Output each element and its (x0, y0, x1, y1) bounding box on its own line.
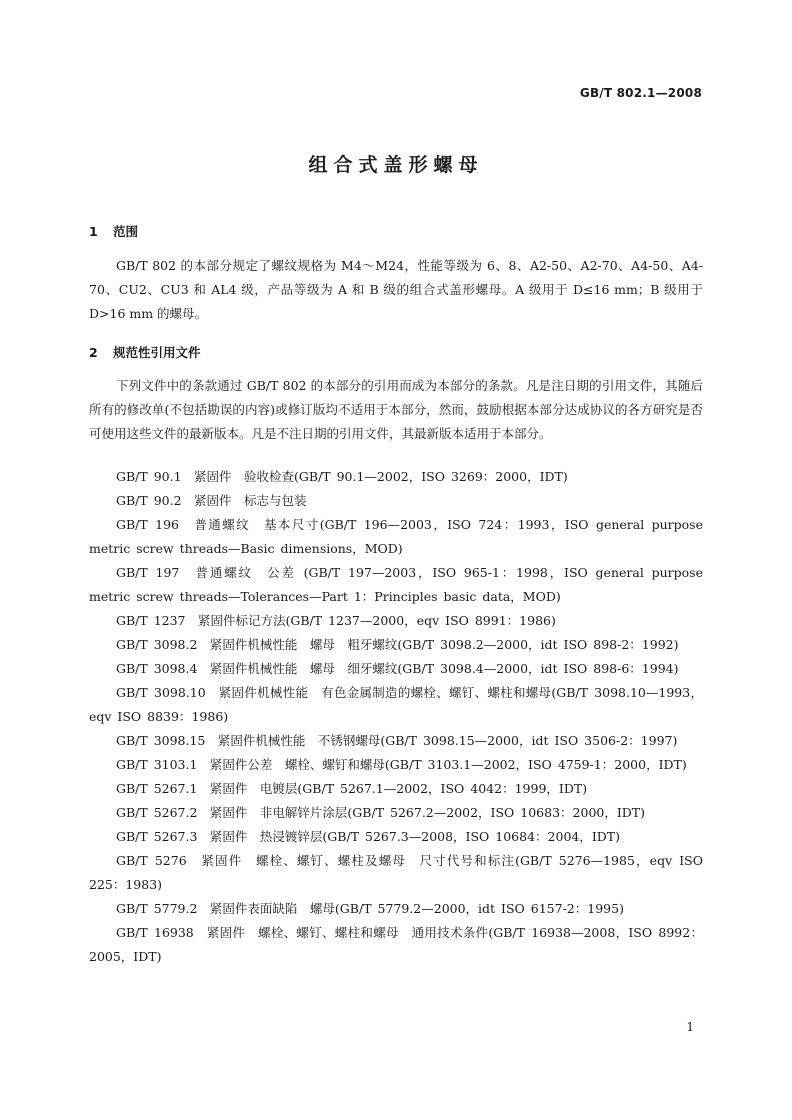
reference-item: GB/T 1237 紧固件标记方法(GB/T 1237—2000，eqv ISO 8991：1986) (116, 613, 556, 628)
standard-code: GB/T 802.1—2008 (579, 86, 702, 100)
section-2-title: 规范性引用文件 (113, 345, 201, 360)
reference-item: GB/T 3098.4 紧固件机械性能 螺母 细牙螺纹(GB/T 3098.4—2000，idt ISO 898-6：1994) (116, 661, 679, 676)
reference-item: GB/T 197 普通螺纹 公差 (GB/T 197—2003，ISO 965-1：1998，ISO general purpose metric screw threads—Tolerances—Part 1：Principles basic data，MOD) (89, 565, 703, 604)
reference-item: GB/T 90.1 紧固件 验收检查(GB/T 90.1—2002，ISO 3269：2000，IDT) (116, 469, 568, 484)
reference-item: GB/T 3098.10 紧固件机械性能 有色金属制造的螺栓、螺钉、螺柱和螺母(GB/T 3098.10—1993，eqv ISO 8839：1986) (89, 685, 703, 724)
reference-item: GB/T 5267.3 紧固件 热浸镀锌层(GB/T 5267.3—2008，ISO 10684：2004，IDT) (116, 829, 621, 844)
reference-item: GB/T 90.2 紧固件 标志与包装 (116, 493, 307, 508)
reference-item: GB/T 16938 紧固件 螺栓、螺钉、螺柱和螺母 通用技术条件(GB/T 16938—2008，ISO 8992：2005，IDT) (89, 925, 703, 964)
reference-item: GB/T 3098.15 紧固件机械性能 不锈钢螺母(GB/T 3098.15—2000，idt ISO 3506-2：1997) (116, 733, 678, 748)
page-number: 1 (686, 1020, 694, 1034)
reference-item: GB/T 196 普通螺纹 基本尺寸(GB/T 196—2003，ISO 724：1993，ISO general purpose metric screw threads—Basic dimensions，MOD) (89, 517, 703, 556)
reference-item: GB/T 5276 紧固件 螺栓、螺钉、螺柱及螺母 尺寸代号和标注(GB/T 5276—1985，eqv ISO 225：1983) (89, 853, 703, 892)
section-2-intro: 下列文件中的条款通过 GB/T 802 的本部分的引用而成为本部分的条款。凡是注日期的引用文件，其随后所有的修改单(不包括勘误的内容)或修订版均不适用于本部分，然而，鼓励根据本部分达成协议的各方研究是否可使用这些文件的最新版本。凡是不注日期的引用文件，其最新版本适用于本部分。 (89, 378, 703, 441)
reference-item: GB/T 5267.2 紧固件 非电解锌片涂层(GB/T 5267.2—2002，ISO 10683：2000，IDT) (116, 805, 646, 820)
section-1-heading (89, 222, 138, 240)
section-1-body: GB/T 802 的本部分规定了螺纹规格为 M4～M24，性能等级为 6、8、A2-50、A2-70、A4-50、A4-70、CU2、CU3 和 AL4 级，产品等级为 A 和 B 级的组合式盖形螺母。A 级用于 D≤16 mm；B 级用于 D>16 mm 的螺母。 (89, 258, 703, 321)
reference-item: GB/T 3103.1 紧固件公差 螺栓、螺钉和螺母(GB/T 3103.1—2002，ISO 4759-1：2000，IDT) (116, 757, 687, 772)
section-1-title: 范围 (113, 224, 139, 239)
reference-item: GB/T 3098.2 紧固件机械性能 螺母 粗牙螺纹(GB/T 3098.2—2000，idt ISO 898-2：1992) (116, 637, 679, 652)
section-1-number: 1 (89, 224, 98, 239)
section-2-number: 2 (89, 345, 98, 360)
reference-list (89, 465, 703, 969)
section-2-heading (89, 343, 201, 361)
reference-item: GB/T 5267.1 紧固件 电镀层(GB/T 5267.1—2002，ISO 4042：1999，IDT) (116, 781, 588, 796)
document-title: 组合式盖形螺母 (308, 154, 484, 176)
reference-item: GB/T 5779.2 紧固件表面缺陷 螺母(GB/T 5779.2—2000，idt ISO 6157-2：1995) (116, 901, 624, 916)
